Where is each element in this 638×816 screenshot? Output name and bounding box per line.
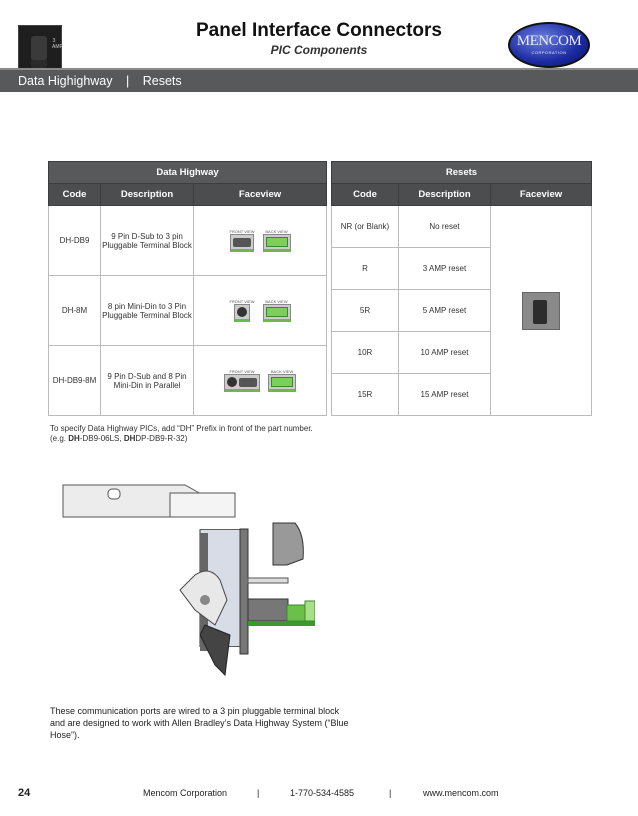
col-code: Code [332,184,399,206]
faceview-cell [194,276,327,346]
back-view-label: BACK VIEW [265,299,288,304]
front-view-label: FRONT VIEW [229,229,255,234]
note-line: To specify Data Highway PICs, add “DH” Prefix in front of the part number. [50,424,313,433]
col-faceview: Faceview [194,184,327,206]
note-text: (e.g. [50,434,69,443]
description-cell: 8 pin Mini-Din to 3 Pin Pluggable Terminal Block [101,276,194,346]
page-subtitle: PIC Components [270,43,368,57]
col-description: Description [399,184,491,206]
mini-din-connector-image [234,304,250,322]
nav-resets[interactable]: Resets [142,74,182,88]
page-number: 24 [18,787,31,799]
data-highway-table [48,161,327,416]
back-view-label: BACK VIEW [265,229,288,234]
code-cell: 15R [332,374,399,416]
description-cell: No reset [399,206,491,248]
footer-separator: | [257,788,260,798]
code-cell: DH-DB9-8M [49,346,101,416]
front-view-label: FRONT VIEW [229,369,255,374]
mencom-logo: MENCOM CORPORATION [508,22,590,68]
terminal-block-image [263,234,291,252]
table-row [49,206,327,276]
resets-table [331,161,592,416]
description-cell: 15 AMP reset [399,374,491,416]
db9-mini-din-connector-image [224,374,260,392]
note-text: DP-DB9-R-32) [135,434,188,443]
description-cell: 10 AMP reset [399,332,491,374]
code-cell: R [332,248,399,290]
table-title: Resets [332,162,592,184]
reset-switch-image [522,292,560,330]
footer-separator: | [389,788,392,798]
table-row [49,276,327,346]
faceview-cell [491,206,592,416]
description-cell: 3 AMP reset [399,248,491,290]
table-row [332,206,592,248]
description-cell: 5 AMP reset [399,290,491,332]
note-text: -DB9-06LS, [79,434,124,443]
description-paragraph: These communication ports are wired to a 3 pin pluggable terminal block and are designed to work with Allen Bradley’s Data Highway System (“Blue Hose”). [50,706,349,740]
code-cell: 10R [332,332,399,374]
terminal-block-image [263,304,291,322]
db9-connector-image [230,234,254,252]
front-view-label: FRONT VIEW [229,299,255,304]
description-cell: 9 Pin D-Sub and 8 Pin Mini-Din in Parallel [101,346,194,416]
col-faceview: Faceview [491,184,592,206]
prefix-note [50,424,313,444]
terminal-block-image [268,374,296,392]
code-cell: DH-DB9 [49,206,101,276]
table-title: Data Highway [49,162,327,184]
faceview-cell [194,346,327,416]
code-cell: NR (or Blank) [332,206,399,248]
note-bold: DH [123,434,136,443]
nav-separator: | [125,74,130,88]
connector-side-view-illustration [55,475,315,680]
back-view-label: BACK VIEW [270,369,294,374]
code-cell: 5R [332,290,399,332]
footer-company: Mencom Corporation [143,788,228,798]
description-cell: 9 Pin D-Sub to 3 pin Pluggable Terminal Block [101,206,194,276]
table-row [49,346,327,416]
nav-data-highway[interactable]: Data Highighway [18,74,113,88]
faceview-cell [194,206,327,276]
col-description: Description [101,184,194,206]
footer-phone: 1-770-534-4585 [290,788,355,798]
footer-website[interactable]: www.mencom.com [423,788,499,798]
note-example [50,434,313,444]
code-cell: DH-8M [49,276,101,346]
section-nav [0,68,638,92]
note-bold: DH [68,434,80,443]
reset-switch-thumbnail: 3 AMP [18,25,62,79]
col-code: Code [49,184,101,206]
page-title: Panel Interface Connectors [195,20,443,41]
